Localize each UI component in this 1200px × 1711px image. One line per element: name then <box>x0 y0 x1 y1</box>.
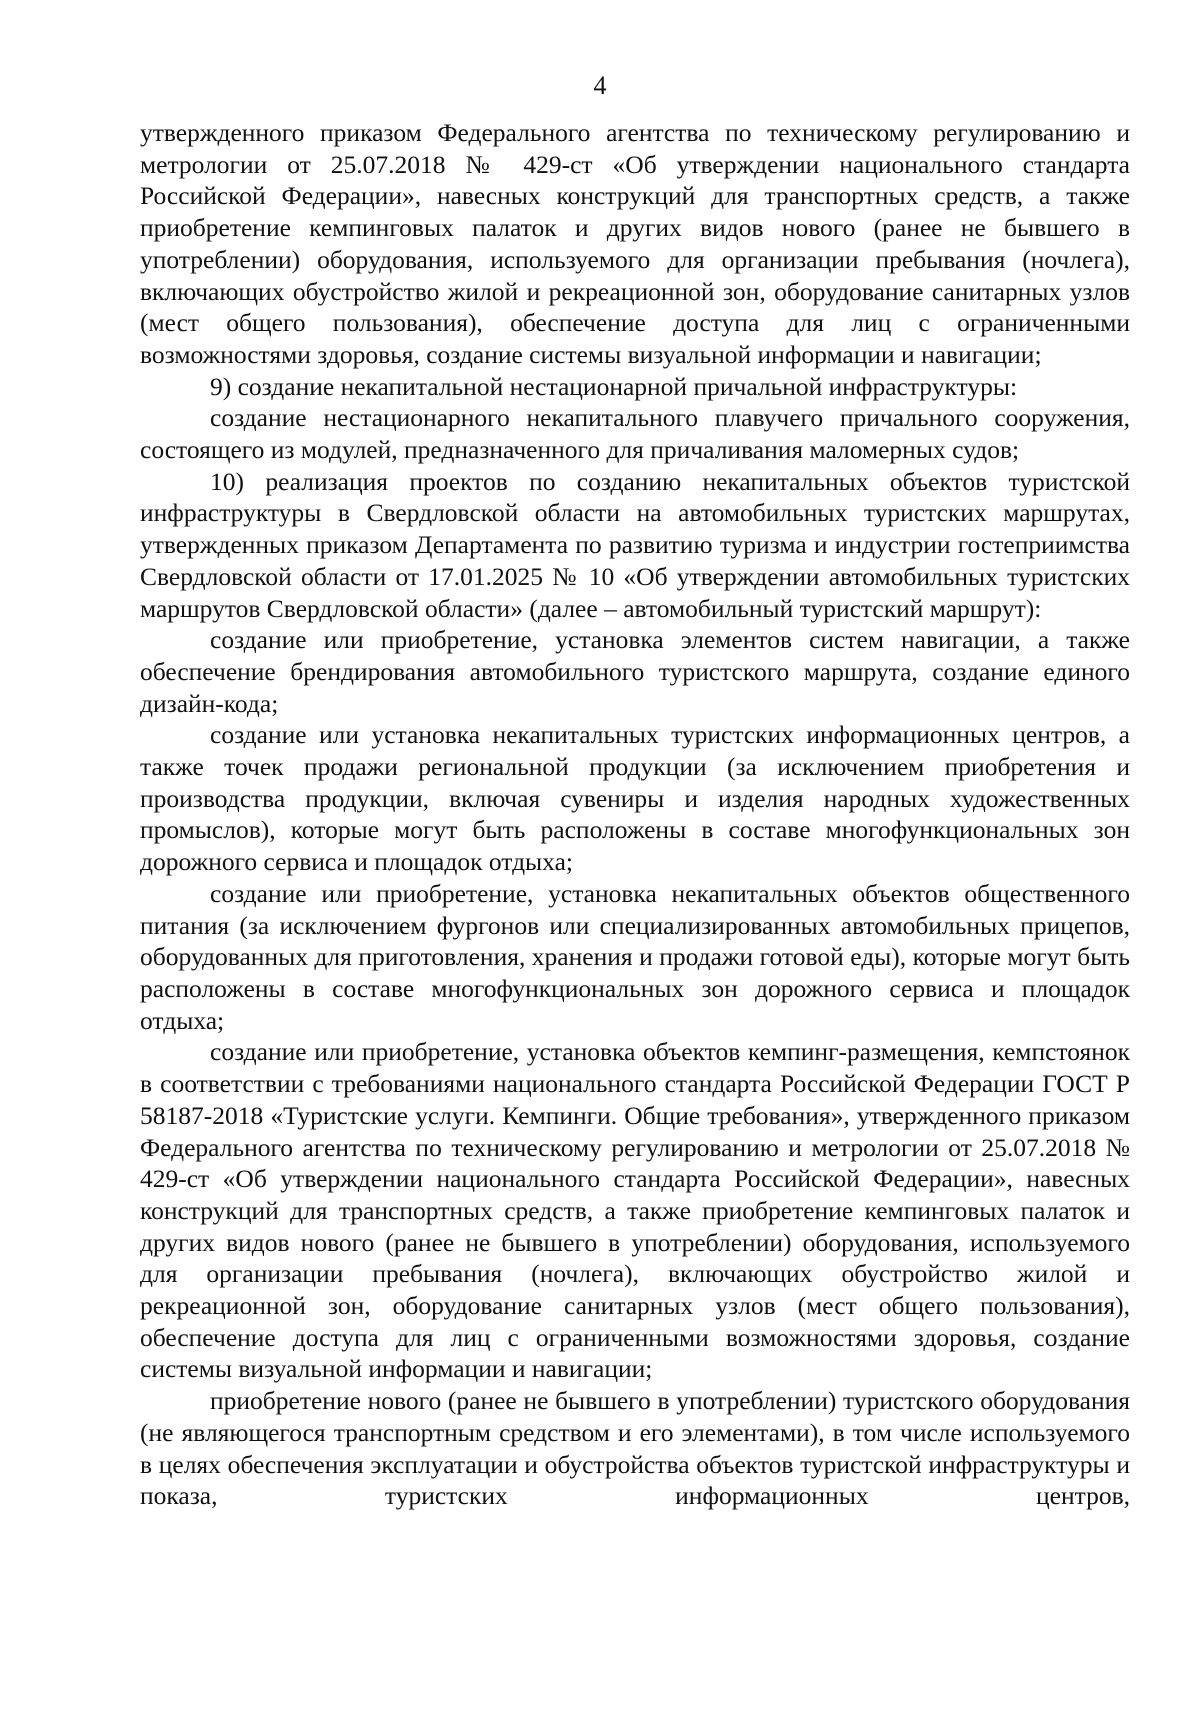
page-number: 4 <box>593 71 607 100</box>
paragraph-info-centers: создание или установка некапитальных туристских информационных центров, а также точек продажи региональной продукции (за исключением приобретения и производства продукции, включая сувениры и изделия народных художественных промыслов), которые могут быть расположены в составе многофункциональных зон дорожного сервиса и площадок отдыха; <box>140 720 1130 877</box>
paragraph-pier-structure: создание нестационарного некапитального плавучего причального сооружения, состоящего из модулей, предназначенного для причаливания маломерных судов; <box>140 403 1130 465</box>
paragraph-navigation-elements: создание или приобретение, установка элементов систем навигации, а также обеспечение брендирования автомобильного туристского маршрута, создание единого дизайн-кода; <box>140 625 1130 718</box>
paragraph-tourist-equipment: приобретение нового (ранее не бывшего в употреблении) туристского оборудования (не являющегося транспортным средством и его элементами), в том числе используемого в целях обеспечения эксплуатации и обустройства объектов туристской инфраструктуры и показа, туристских информационных центров, <box>140 1386 1130 1511</box>
paragraph-item-10: 10) реализация проектов по созданию некапитальных объектов туристской инфраструктуры в Свердловской области на автомобильных туристских маршрутах, утвержденных приказом Департамента по развитию туризма и индустрии гостеприимства Свердловской области от 17.01.2025 № 10 «Об утверждении автомобильных туристских маршрутов Свердловской области» (далее – автомобильный туристский маршрут): <box>140 466 1130 623</box>
paragraph-catering-objects: создание или приобретение, установка некапитальных объектов общественного питания (за исключением фургонов или специализированных автомобильных прицепов, оборудованных для приготовления, хранения и продажи готовой еды), которые могут быть расположены в составе многофункциональных зон дорожного сервиса и площадок отдыха; <box>140 878 1130 1035</box>
paragraph-continuation: утвержденного приказом Федерального агентства по техническому регулированию и метрологии от 25.07.2018 № 429-ст «Об утверждении национального стандарта Российской Федерации», навесных конструкций для транспортных средств, а также приобретение кемпинговых палаток и других видов нового (ранее не бывшего в употреблении) оборудования, используемого для организации пребывания (ночлега), включающих обустройство жилой и рекреационной зон, оборудование санитарных узлов (мест общего пользования), обеспечение доступа для лиц с ограниченными возможностями здоровья, создание системы визуальной информации и навигации; <box>140 118 1130 369</box>
paragraph-camping-objects: создание или приобретение, установка объектов кемпинг-размещения, кемпстоянок в соответствии с требованиями национального стандарта Российской Федерации ГОСТ Р 58187-2018 «Туристские услуги. Кемпинги. Общие требования», утвержденного приказом Федерального агентства по техническому регулированию и метрологии от 25.07.2018 № 429-ст «Об утверждении национального стандарта Российской Федерации», навесных конструкций для транспортных средств, а также приобретение кемпинговых палаток и других видов нового (ранее не бывшего в употреблении) оборудования, используемого для организации пребывания (ночлега), включающих обустройство жилой и рекреационной зон, оборудование санитарных узлов (мест общего пользования), обеспечение доступа для лиц с ограниченными возможностями здоровья, создание системы визуальной информации и навигации; <box>140 1037 1130 1384</box>
document-body <box>140 117 1130 1512</box>
paragraph-item-9: 9) создание некапитальной нестационарной причальной инфраструктуры: <box>210 371 1018 401</box>
